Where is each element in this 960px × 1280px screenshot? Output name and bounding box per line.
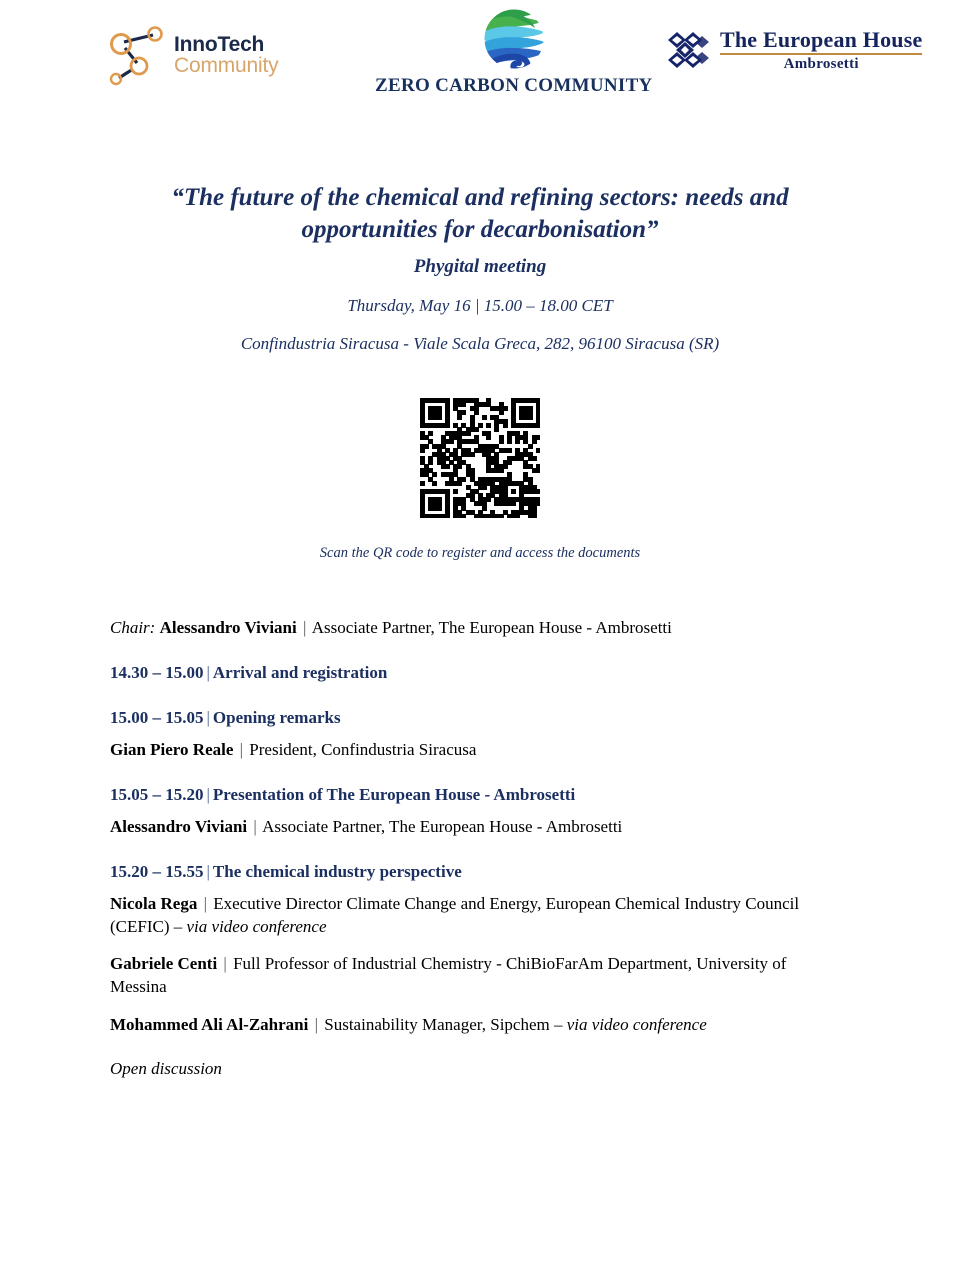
logo-zero-carbon-community [375, 8, 653, 97]
speaker-name: Gabriele Centi [110, 954, 218, 974]
agenda-speaker-row [110, 893, 840, 939]
speaker-name: Nicola Rega [110, 893, 198, 913]
agenda-slot-title: Opening remarks [212, 707, 341, 727]
logo-innotech-community [104, 24, 278, 86]
speaker-name: Gian Piero Reale [110, 739, 234, 759]
agenda-slot-title: Arrival and registration [212, 662, 388, 682]
agenda-speaker-row [110, 816, 840, 839]
speaker-separator: | [314, 1015, 319, 1035]
agenda-slot-heading [110, 662, 840, 685]
page-title: “The future of the chemical and refining sectors: needs and opportunities for decarbonisation” [171, 184, 789, 243]
speaker-name: Alessandro Viviani [110, 816, 248, 836]
agenda-slot-title: The chemical industry perspective [212, 861, 462, 881]
speaker-separator: | [223, 954, 227, 974]
agenda-speaker-row [110, 739, 840, 762]
speaker-role: Associate Partner, The European House - Ambrosetti [262, 816, 623, 836]
chair-separator: | [302, 618, 307, 637]
speaker-role: Executive Director Climate Change and Energy, European Chemical Industry Council (CEFIC) – [110, 893, 800, 936]
agenda-chair-row [110, 617, 840, 640]
agenda-speaker-row [110, 953, 840, 999]
speaker-note: via video conference [566, 1015, 707, 1035]
agenda-slot-time: 15.00 – 15.05 [110, 707, 204, 727]
speaker-separator: | [253, 816, 257, 836]
event-datetime: Thursday, May 16 | 15.00 – 18.00 CET [347, 296, 613, 315]
chair-role: Associate Partner, The European House - Ambrosetti [311, 618, 672, 637]
agenda-speaker-row [110, 1014, 840, 1037]
speaker-separator: | [203, 893, 207, 913]
speaker-role: President, Confindustria Siracusa [249, 739, 477, 759]
event-header [0, 182, 960, 354]
qr-caption: Scan the QR code to register and access the documents [319, 545, 641, 561]
logo-innotech-wordmark [174, 34, 278, 77]
agenda-slot-heading [110, 861, 840, 884]
agenda-slot-separator: | [206, 861, 210, 881]
logo-teha-wordmark [720, 28, 922, 73]
speaker-name: Mohammed Ali Al-Zahrani [110, 1015, 309, 1035]
agenda-slot-heading [110, 707, 840, 730]
network-nodes-icon [104, 24, 168, 86]
logo-innotech-line1: InnoTech [174, 32, 265, 56]
agenda-slot-separator: | [206, 784, 210, 804]
chair-label: Chair: [110, 618, 156, 637]
event-subtitle: Phygital meeting [413, 256, 547, 277]
agenda-slot-title: Presentation of The European House - Ambrosetti [212, 784, 576, 804]
registration-qr-code[interactable] [420, 398, 540, 518]
speaker-separator: | [239, 739, 244, 759]
agenda-slot-separator: | [206, 707, 210, 727]
logo-the-european-house-ambrosetti [666, 28, 922, 73]
globe-swirl-icon [483, 8, 545, 70]
diamond-lattice-icon [666, 30, 712, 70]
agenda-slot-time: 15.05 – 15.20 [110, 784, 204, 804]
logo-teha-divider [720, 53, 922, 55]
agenda-slot-separator: | [206, 662, 210, 682]
logo-teha-line1: The European House [720, 27, 923, 52]
logo-teha-line2: Ambrosetti [783, 55, 859, 72]
agenda-list [110, 617, 840, 1079]
logo-bar [0, 0, 960, 110]
chair-name: Alessandro Viviani [159, 618, 297, 637]
agenda-slot-time: 15.20 – 15.55 [110, 861, 204, 881]
qr-section [0, 398, 960, 562]
speaker-role: Full Professor of Industrial Chemistry - ChiBioFarAm Department, University of Messina [110, 954, 787, 997]
agenda-footer-note: Open discussion [110, 1059, 222, 1079]
speaker-role: Sustainability Manager, Sipchem – [324, 1015, 567, 1035]
event-venue: Confindustria Siracusa - Viale Scala Greca, 282, 96100 Siracusa (SR) [240, 334, 720, 353]
logo-zero-carbon-wordmark: ZERO CARBON COMMUNITY [375, 75, 653, 96]
agenda-slot-time: 14.30 – 15.00 [110, 662, 204, 682]
agenda-slot-heading [110, 784, 840, 807]
logo-innotech-line2: Community [174, 54, 279, 77]
speaker-note: via video conference [186, 916, 327, 936]
